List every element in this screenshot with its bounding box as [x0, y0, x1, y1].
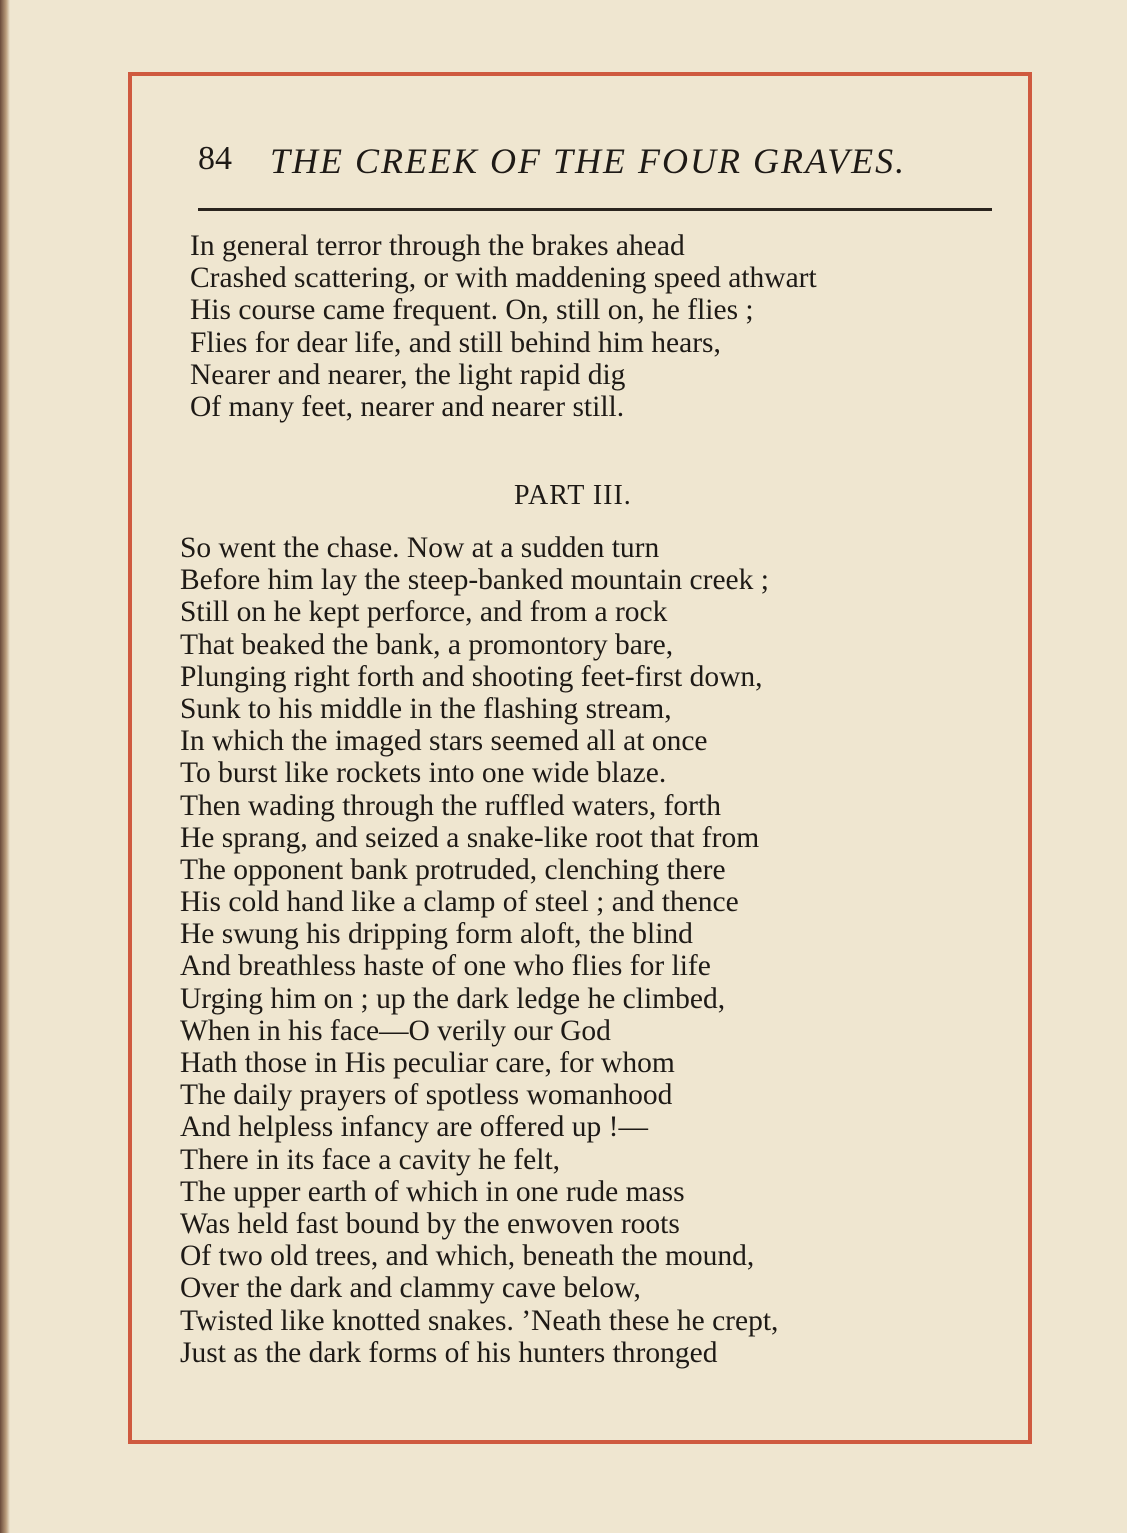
- poem-line: Twisted like knotted snakes. ’Neath these he crept,: [180, 1304, 779, 1337]
- poem-line: The upper earth of which in one rude mass: [180, 1175, 685, 1208]
- poem-line: In which the imaged stars seemed all at once: [180, 725, 708, 758]
- poem-line: Over the dark and clammy cave below,: [180, 1272, 641, 1305]
- poem-line: And breathless haste of one who flies for life: [180, 950, 711, 983]
- poem-line: Urging him on ; up the dark ledge he climbed,: [180, 982, 726, 1015]
- poem-line: Sunk to his middle in the flashing stream,: [180, 692, 672, 725]
- header-rule: [198, 208, 992, 211]
- poem-line: Plunging right forth and shooting feet-first down,: [180, 660, 763, 693]
- poem-line: He sprang, and seized a snake-like root that from: [180, 821, 760, 854]
- poem-line: To burst like rockets into one wide blaze.: [180, 757, 667, 790]
- poem-line: In general terror through the brakes ahead: [190, 230, 685, 262]
- poem-stanza-2: [180, 532, 778, 1369]
- poem-line: Crashed scattering, or with maddening speed athwart: [190, 262, 817, 295]
- poem-line: So went the chase. Now at a sudden turn: [180, 532, 660, 564]
- poem-stanza-1: [190, 230, 817, 423]
- poem-line: Of two old trees, and which, beneath the mound,: [180, 1240, 755, 1273]
- section-heading: PART III.: [514, 480, 632, 511]
- poem-line: Nearer and nearer, the light rapid dig: [190, 358, 626, 391]
- page-number: 84: [198, 140, 232, 177]
- poem-line: Hath those in His peculiar care, for whom: [180, 1047, 675, 1079]
- poem-line: His course came frequent. On, still on, he flies ;: [190, 294, 754, 327]
- binding-edge: [0, 0, 10, 1533]
- poem-line: He swung his dripping form aloft, the blind: [180, 918, 693, 951]
- poem-line: Was held fast bound by the enwoven roots: [180, 1207, 680, 1240]
- poem-line: When in his face—O verily our God: [180, 1014, 611, 1047]
- running-header: [198, 134, 998, 194]
- poem-line: There in its face a cavity he felt,: [180, 1143, 561, 1176]
- poem-line: Just as the dark forms of his hunters thronged: [180, 1336, 718, 1369]
- running-title: THE CREEK OF THE FOUR GRAVES.: [270, 141, 907, 181]
- poem-line: Flies for dear life, and still behind him hears,: [190, 326, 721, 359]
- poem-line: Then wading through the ruffled waters, forth: [180, 789, 721, 822]
- poem-line: The opponent bank protruded, clenching there: [180, 853, 726, 886]
- poem-line: His cold hand like a clamp of steel ; and thence: [180, 886, 739, 919]
- poem-line: Still on he kept perforce, and from a rock: [180, 596, 668, 629]
- poem-line: And helpless infancy are offered up !—: [180, 1111, 649, 1144]
- poem-line: That beaked the bank, a promontory bare,: [180, 628, 674, 661]
- poem-line: Before him lay the steep-banked mountain creek ;: [180, 564, 769, 597]
- poem-line: The daily prayers of spotless womanhood: [180, 1079, 673, 1112]
- poem-line: Of many feet, nearer and nearer still.: [190, 390, 625, 423]
